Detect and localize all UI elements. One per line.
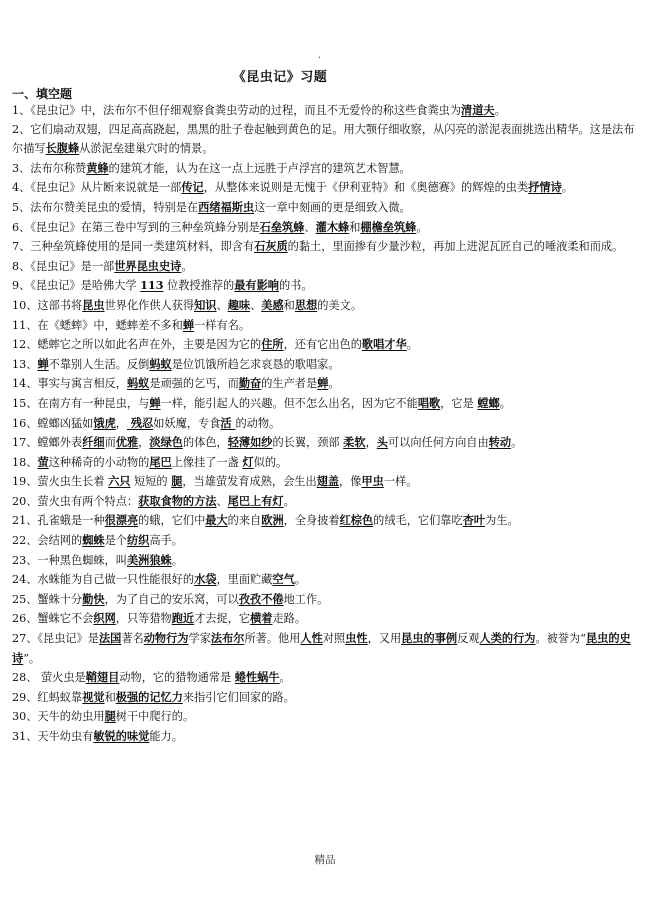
answer-blank: 视觉 [82, 689, 105, 704]
answer-blank: 纤细 [82, 435, 105, 450]
question-text: 2、它们扇动双翅，四足高高跷起，黑黑的肚子卷起触到黄色的足。用大颚仔细收察，从闪亮的淤泥表面挑选出精华。这是法布尔描写 [12, 122, 635, 156]
question-text: 的建筑才能，认为在这一点上远胜于卢浮宫的建筑艺术智慧。 [108, 161, 411, 175]
answer-blank: 织网 [93, 611, 116, 626]
question-item [12, 335, 642, 355]
question-item [12, 296, 642, 316]
answer-blank: 蚂蚁 [149, 356, 172, 371]
answer-blank: 甲虫 [361, 474, 384, 489]
question-item [12, 198, 642, 218]
page-footer: 精品 [314, 854, 336, 866]
answer-blank: 蜷性蜗牛 [234, 670, 280, 685]
question-text: ，里面贮藏 [216, 573, 273, 587]
question-item [12, 237, 642, 257]
question-text: 和 [349, 220, 361, 234]
question-item [12, 257, 642, 277]
question-text: 。 [171, 553, 183, 567]
answer-blank: 传记 [181, 180, 204, 195]
answer-blank: 螳螂 [477, 395, 500, 410]
answer-blank: 棚檐垒筑蜂 [360, 219, 417, 234]
question-text: 从淤泥垒建巢穴时的情景。 [79, 142, 214, 156]
question-text: 、 [216, 298, 228, 312]
answer-blank: 淡绿色 [149, 435, 183, 450]
question-text: 能力。 [149, 730, 183, 743]
question-text: 一样。 [383, 475, 418, 489]
question-item [12, 433, 642, 453]
answer-blank: 优雅 [115, 435, 139, 450]
answer-blank: 柔软 [343, 435, 366, 450]
question-text: 才去捉，它 [194, 612, 251, 626]
question-text: 可以向任何方向自由 [387, 436, 489, 450]
answer-blank: 活 [220, 415, 236, 430]
answer-blank: 勤奋 [238, 376, 262, 391]
question-text: 的书。 [278, 279, 313, 293]
answer-blank: 蚂蚁 [126, 376, 150, 391]
page-title: 《昆虫记》习题 [232, 70, 328, 85]
answer-blank: 空气 [272, 572, 295, 587]
answer-blank: 腿 [104, 709, 116, 724]
answer-blank: 世界昆虫史诗 [114, 258, 182, 273]
question-text: 1、《昆虫记》中，法布尔不但仔细观察食粪虫劳动的过程，而且不无爱怜的称这些食粪虫为 [12, 104, 462, 117]
question-text: 26、蟹蛛它不会 [12, 612, 94, 626]
question-text: 是个 [104, 534, 127, 548]
question-text: 。 [511, 436, 523, 450]
question-text: 8、《昆虫记》是一部 [12, 259, 115, 273]
question-text: 、 [216, 494, 228, 508]
question-text: 18、 [12, 455, 38, 469]
question-item [12, 472, 642, 492]
question-text: 14、事实与寓言相反， [12, 377, 127, 391]
question-item [12, 178, 642, 198]
answer-blank: 孜孜不倦 [238, 591, 284, 606]
question-text: 地工作。 [283, 592, 329, 606]
question-text: 的体色， [182, 436, 228, 450]
question-item [12, 492, 642, 512]
answer-blank: 蝉 [317, 376, 329, 391]
question-text: 。 [283, 494, 295, 508]
question-item [12, 374, 642, 394]
answer-blank: 鞘翅目 [85, 670, 120, 685]
answer-blank: 住所 [261, 337, 284, 352]
answer-blank: 蝉 [149, 395, 161, 410]
answer-blank: 腿 [171, 474, 183, 489]
question-text: 对照 [322, 632, 346, 646]
question-text: 。 [181, 259, 193, 273]
question-text: 17、螳螂外表 [12, 436, 83, 450]
question-text: ， [365, 436, 377, 450]
question-text: 世界化作供人获得 [104, 298, 195, 312]
question-text: ，只等猎物 [115, 612, 172, 626]
question-list [12, 101, 642, 747]
answer-blank: 饿虎 [93, 415, 116, 430]
question-item [12, 668, 642, 688]
question-item [12, 101, 642, 121]
answer-blank: 红棕色 [339, 513, 374, 528]
answer-blank: 勤快 [82, 591, 105, 606]
answer-blank: 人类的行为 [479, 631, 536, 646]
question-text: 。 [279, 671, 291, 685]
question-text: ”。 [23, 651, 41, 665]
question-text: 。 [406, 338, 418, 352]
question-text: 而 [104, 436, 116, 450]
answer-blank: 黄蜂 [86, 160, 109, 175]
question-item [12, 629, 642, 668]
answer-blank: 轻薄如纱 [227, 435, 273, 450]
question-text: ，当雄萤发育成熟，会生出 [182, 475, 317, 489]
question-text: 如妖魔，专食 [153, 416, 221, 430]
answer-blank: 美洲狼蛛 [126, 552, 172, 567]
question-text: 和 [104, 690, 116, 704]
question-text: ， [115, 416, 127, 430]
question-text: 30、天牛的幼虫用 [12, 710, 105, 724]
question-text: 的动物。 [235, 416, 281, 430]
question-text: 20、萤火虫有两个特点： [12, 494, 139, 508]
question-text: 高手。 [149, 534, 183, 548]
answer-blank: 清道夫 [461, 103, 495, 117]
question-text: 3、法布尔称赞 [12, 161, 87, 175]
question-text: 所著。他用 [244, 632, 301, 646]
answer-blank: 113 [140, 278, 164, 293]
answer-blank: 残忍 [126, 415, 154, 430]
answer-blank: 最大 [205, 513, 228, 528]
answer-blank: 法布尔 [210, 631, 245, 646]
question-item [12, 394, 642, 414]
question-text: 动物，它的猎物通常是 [119, 671, 235, 685]
question-text: 。 [416, 220, 428, 234]
question-text: ，全身披着 [283, 514, 340, 528]
answer-blank: 尾巴 [149, 454, 172, 469]
question-item [12, 727, 642, 747]
question-item [12, 159, 642, 179]
question-text: 。 [494, 104, 506, 117]
answer-blank: 杏叶 [462, 513, 486, 528]
answer-blank: 头 [376, 435, 388, 450]
question-text: ，像 [339, 475, 362, 489]
answer-blank: 纺织 [126, 533, 150, 548]
question-item [12, 609, 642, 629]
question-text: 反观 [457, 632, 480, 646]
question-text: 不靠别人生活。反倒 [48, 357, 150, 371]
answer-blank: 蝉 [37, 356, 49, 371]
question-text: 。 [328, 377, 340, 391]
question-text: 。被誉为“ [535, 632, 586, 646]
answer-blank: 萤 [37, 454, 49, 469]
answer-blank: 知识 [194, 297, 217, 312]
answer-blank: 横着 [250, 611, 273, 626]
answer-blank: 长腹蜂 [45, 141, 80, 156]
question-text: 23、一种黑色蜘蛛，叫 [12, 553, 127, 567]
question-item [12, 121, 642, 159]
question-text: 似的。 [253, 455, 288, 469]
answer-blank: 趣味 [227, 297, 251, 312]
answer-blank: 水袋 [194, 572, 217, 587]
question-text: ，还有它出色的 [283, 338, 362, 352]
answer-blank: 动物行为 [143, 631, 189, 646]
answer-blank: 敏锐的味觉 [93, 729, 150, 743]
question-text: 的黏土，里面掺有少量沙粒，再加上进泥瓦匠自己的唾液柔和而成。 [287, 240, 624, 254]
question-text: 学家 [188, 632, 211, 646]
question-text: 这种稀奇的小动物的 [48, 455, 150, 469]
answer-blank: 最有影响 [234, 278, 279, 293]
question-text: 著名 [121, 632, 144, 646]
question-text: 的蛾，它们中 [138, 514, 206, 528]
answer-blank: 获取食物的方法 [138, 493, 217, 508]
question-item [12, 531, 642, 551]
question-text: 树干中爬行的。 [115, 710, 195, 724]
question-text: 是位饥饿所趋乞求哀恳的歌唱家。 [171, 357, 340, 371]
question-item [12, 688, 642, 708]
question-item [12, 316, 642, 336]
answer-blank: 很漂亮 [104, 513, 139, 528]
answer-blank: 昆虫的事例 [401, 631, 458, 646]
question-text: 16、螳螂凶猛如 [12, 416, 94, 430]
question-text: ，为了自己的安乐窝，可以 [104, 592, 239, 606]
question-text: 11、在《蟋蟀》中，蟋蟀差不多和 [12, 318, 183, 332]
question-text: 4、《昆虫记》从片断来说就是一部 [12, 181, 182, 195]
question-text: 上像挂了一盏 [171, 455, 243, 469]
question-text: 25、蟹蛛十分 [12, 592, 83, 606]
question-item [12, 551, 642, 571]
question-item [12, 590, 642, 610]
question-item [12, 570, 642, 590]
question-item [12, 453, 642, 473]
question-item [12, 218, 642, 238]
question-text: 22、会结网的 [12, 534, 83, 548]
question-text: 31、天牛幼虫有 [12, 730, 94, 743]
question-text: 7、三种垒筑蜂使用的是同一类建筑材料，即含有 [12, 240, 255, 254]
question-text: 15、在南方有一种昆虫，与 [12, 396, 150, 410]
answer-blank: 美感 [261, 297, 284, 312]
answer-blank: 跑近 [171, 611, 195, 626]
question-item [12, 707, 642, 727]
answer-blank: 蜘蛛 [82, 533, 105, 548]
question-text: ，又用 [367, 632, 402, 646]
answer-blank: 极强的记忆力 [115, 689, 183, 704]
answer-blank: 昆虫 [82, 297, 105, 312]
section-heading: 一、填空题 [12, 87, 73, 101]
question-text: ，从整体来说则是无愧于《伊利亚特》和《奥德赛》的辉煌的虫类 [203, 181, 529, 195]
answer-blank: 西绪福斯虫 [198, 199, 255, 214]
question-text: 28、 萤火虫是 [12, 671, 86, 685]
question-text: 的长翼，颈部 [272, 436, 344, 450]
question-item [12, 414, 642, 434]
answer-blank: 人性 [300, 631, 323, 646]
question-text: 一样，能引起人的兴趣。但不怎么出名，因为它不能 [160, 396, 418, 410]
question-text: 是顽强的乞丐，而 [149, 377, 239, 391]
question-item [12, 276, 642, 296]
question-text: 的美文。 [317, 298, 363, 312]
answer-blank: 虫性 [345, 631, 368, 646]
question-text: 。 [561, 181, 573, 195]
answer-blank: 灯 [242, 454, 254, 469]
question-text: 19、萤火虫生长着 [12, 475, 109, 489]
question-text: 位教授推荐的 [163, 279, 235, 293]
question-text: 为生。 [485, 514, 519, 528]
answer-blank: 唱歌 [417, 395, 441, 410]
answer-blank: 六只 [108, 474, 131, 489]
answer-blank: 灌木蜂 [315, 219, 350, 234]
question-text: 的绒毛，它们靠吃 [373, 514, 463, 528]
question-text: 29、红蚂蚁靠 [12, 690, 83, 704]
question-text: ，它是 [440, 396, 478, 410]
question-text: 。 [294, 573, 306, 587]
header-dot: . [318, 50, 322, 61]
question-text: 的生产者是 [261, 377, 318, 391]
question-text: 。 [499, 396, 511, 410]
question-text: 走路。 [272, 612, 307, 626]
question-item [12, 511, 642, 531]
question-text: 9、《昆虫记》是哈佛大学 [12, 279, 141, 293]
question-text: 短短的 [130, 475, 172, 489]
question-text: 13、 [12, 357, 38, 371]
question-text: 10、这部书将 [12, 298, 83, 312]
answer-blank: 尾巴上有灯 [227, 493, 284, 508]
question-text: 5、法布尔赞美昆虫的爱情，特别是在 [12, 200, 199, 214]
question-text: 一样有名。 [194, 318, 251, 332]
question-text: 这一章中刻画的更是细致入微。 [254, 200, 411, 214]
question-text: ， [138, 436, 150, 450]
question-text: 6、《昆虫记》在第三卷中写到的三种垒筑蜂分别是 [12, 220, 260, 234]
question-text: 来指引它们回家的路。 [182, 690, 295, 704]
question-text: 24、水蛛能为自己做一只性能很好的 [12, 573, 195, 587]
answer-blank: 石灰质 [254, 239, 288, 254]
answer-blank: 思想 [294, 297, 318, 312]
question-text: 和 [283, 298, 295, 312]
answer-blank: 石垒筑蜂 [259, 219, 305, 234]
question-text: 12、蟋蟀它之所以如此名声在外，主要是因为它的 [12, 338, 262, 352]
question-text: 的来自 [227, 514, 262, 528]
question-item [12, 355, 642, 375]
question-text: 21、孔雀蛾是一种 [12, 514, 105, 528]
question-text: 27、《昆虫记》是 [12, 632, 99, 646]
answer-blank: 欧洲 [261, 513, 284, 528]
question-text: 、 [250, 298, 262, 312]
answer-blank: 歌唱才华 [361, 337, 407, 352]
answer-blank: 抒情诗 [528, 180, 562, 195]
answer-blank: 转动 [488, 435, 512, 450]
answer-blank: 翅盖 [316, 474, 340, 489]
question-text: 、 [304, 220, 316, 234]
answer-blank: 蝉 [182, 317, 195, 332]
answer-blank: 昆虫的史诗 [12, 631, 631, 665]
answer-blank: 法国 [98, 631, 122, 646]
